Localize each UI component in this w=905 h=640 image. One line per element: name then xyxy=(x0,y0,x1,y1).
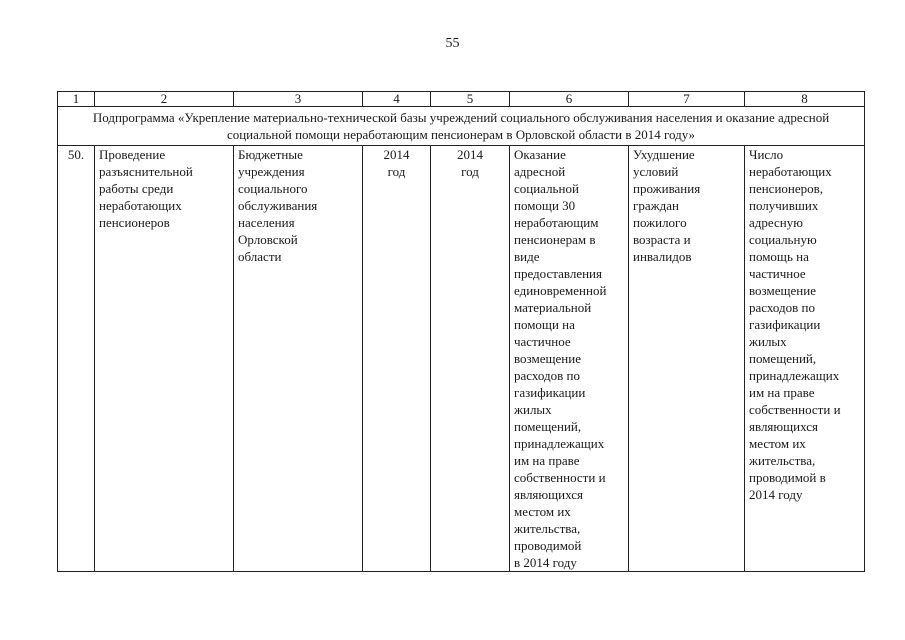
column-number: 1 xyxy=(58,92,95,107)
start-year-cell: 2014 год xyxy=(363,146,431,572)
consequence-cell: Ухудшение условий проживания граждан пожилого возраста и инвалидов xyxy=(629,146,745,572)
subprogram-title: Подпрограмма «Укрепление материально-технической базы учреждений социального обслуживания населения и оказание адресной социальной помощи неработающим пенсионерам в Орловской области в 2014 году» xyxy=(58,107,865,146)
column-number: 3 xyxy=(234,92,363,107)
column-number: 7 xyxy=(629,92,745,107)
result-cell: Оказание адресной социальной помощи 30 неработающим пенсионерам в виде предоставления единовременной материальной помощи на частичное возмещение расходов по газификации жилых помещений, принадлежащих им на праве собственности и являющихся местом их жительства, проводимой в 2014 году xyxy=(510,146,629,572)
page-number: 55 xyxy=(445,36,460,51)
table-row xyxy=(58,146,865,572)
row-number: 50. xyxy=(58,146,95,572)
column-number: 4 xyxy=(363,92,431,107)
column-number: 2 xyxy=(95,92,234,107)
indicator-cell: Число неработающих пенсионеров, получивших адресную социальную помощь на частичное возмещение расходов по газификации жилых помещений, принадлежащих им на праве собственности и являющихся местом их жительства, проводимой в 2014 году xyxy=(745,146,865,572)
column-number: 6 xyxy=(510,92,629,107)
action-cell: Проведение разъяснительной работы среди неработающих пенсионеров xyxy=(95,146,234,572)
subprogram-row xyxy=(58,107,865,146)
column-number: 5 xyxy=(431,92,510,107)
program-table xyxy=(57,91,865,572)
column-number-row xyxy=(58,92,865,107)
end-year-cell: 2014 год xyxy=(431,146,510,572)
executor-cell: Бюджетные учреждения социального обслуживания населения Орловской области xyxy=(234,146,363,572)
column-number: 8 xyxy=(745,92,865,107)
